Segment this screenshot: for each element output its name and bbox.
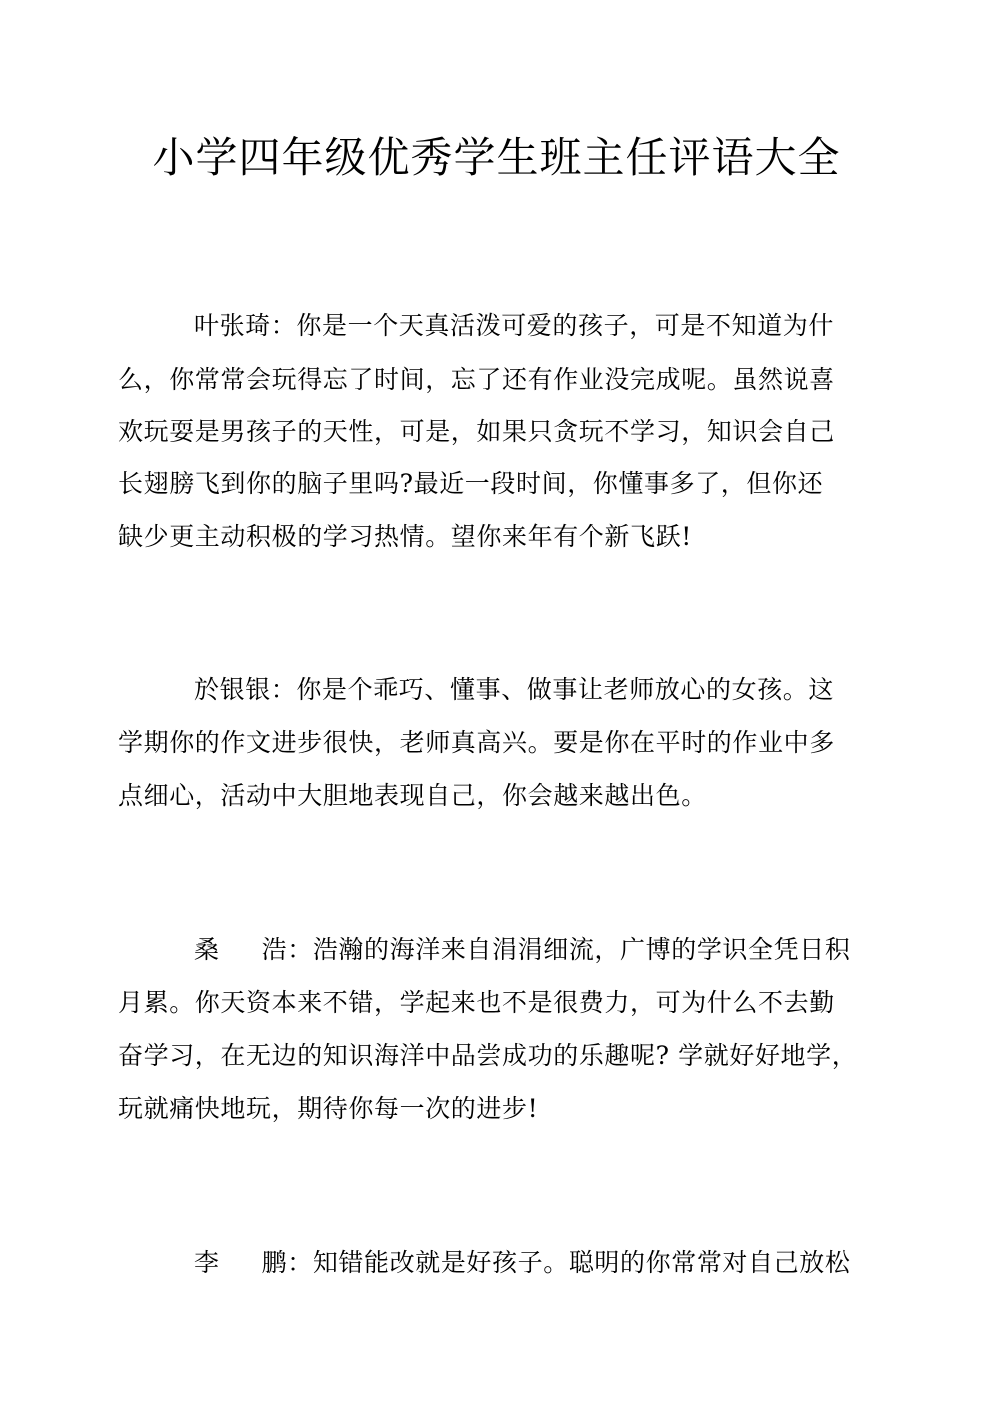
- comment-line: 叶张琦：你是一个天真活泼可爱的孩子，可是不知道为什: [194, 311, 835, 340]
- comment-line: 长翅膀飞到你的脑子里吗?最近一段时间，你懂事多了，但你还: [118, 469, 824, 498]
- comment-line: 欢玩耍是男孩子的天性，可是，如果只贪玩不学习，知识会自己: [118, 417, 835, 446]
- student-name-first: 桑: [194, 935, 220, 964]
- student-name-last: 鹏: [261, 1248, 288, 1277]
- student-name-last: 浩: [261, 935, 288, 964]
- page-title: 小学四年级优秀学生班主任评语大全: [152, 133, 841, 182]
- comment-line: [194, 932, 850, 968]
- comment-line: 学期你的作文进步很快，老师真高兴。要是你在平时的作业中多: [118, 728, 835, 757]
- comment-line: 月累。你天资本来不错，学起来也不是很费力，可为什么不去勤: [118, 988, 835, 1017]
- comment-line: 玩就痛快地玩，期待你每一次的进步!: [118, 1094, 539, 1123]
- comment-text: ：知错能改就是好孩子。聪明的你常常对自己放松: [287, 1248, 851, 1277]
- comment-text: ：浩瀚的海洋来自涓涓细流，广博的学识全凭日积: [287, 935, 851, 964]
- comment-line: 奋学习，在无边的知识海洋中品尝成功的乐趣呢? 学就好好地学，: [118, 1041, 858, 1070]
- comment-line: 於银银：你是个乖巧、懂事、做事让老师放心的女孩。这: [194, 675, 835, 704]
- student-name-first: 李: [194, 1248, 220, 1277]
- comment-line: 缺少更主动积极的学习热情。望你来年有个新飞跃!: [118, 522, 692, 551]
- comment-line: 点细心，活动中大胆地表现自己，你会越来越出色。: [118, 781, 707, 810]
- comment-line: 么，你常常会玩得忘了时间，忘了还有作业没完成呢。虽然说喜: [118, 365, 835, 394]
- comment-line: [194, 1245, 850, 1281]
